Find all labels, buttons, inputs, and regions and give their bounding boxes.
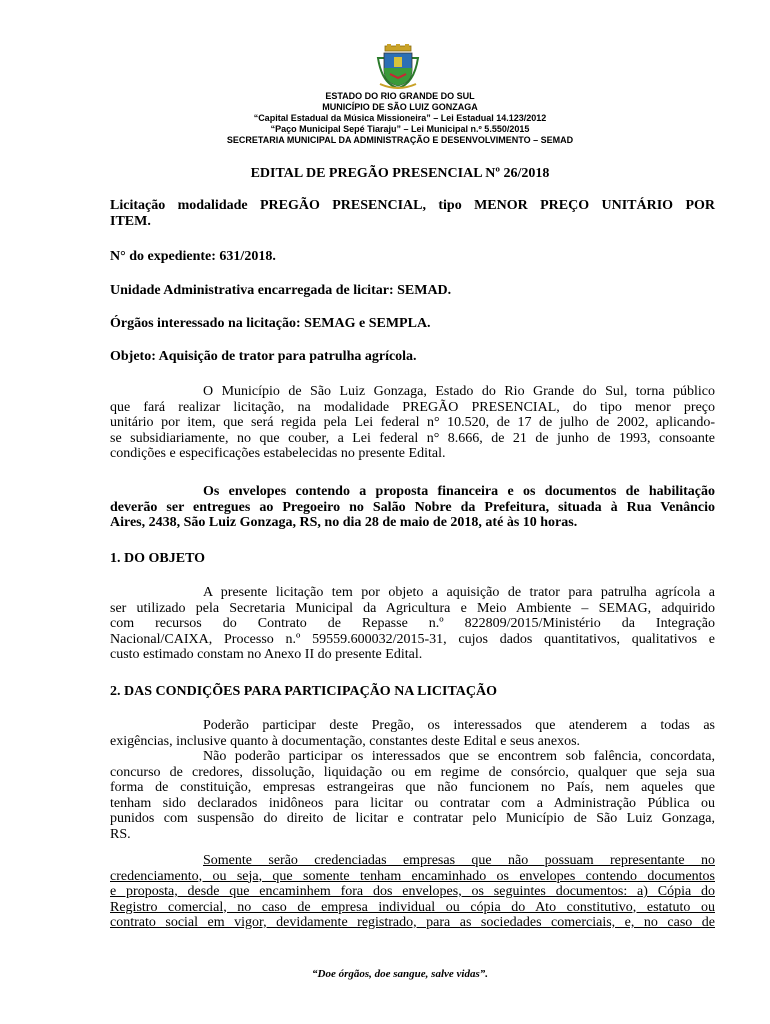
objeto-line: Objeto: Aquisição de trator para patrulha agrícola. — [110, 349, 417, 364]
text-line: ITEM. — [110, 213, 151, 229]
text-line: condições e especificações estabelecidas no presente Edital. — [110, 446, 446, 461]
text-line: com recursos do Contrato de Repasse n.º 822809/2015/Ministério da Integração — [110, 616, 715, 631]
text-line: tenham sido declarados inidôneos para licitar ou contratar com a Administração Pública ou — [110, 795, 715, 811]
text-line: Poderão participar deste Pregão, os interessados que atenderem a todas as — [203, 718, 715, 733]
text-line: exigências, inclusive quanto à documentação, constantes deste Edital e seus anexos. — [110, 733, 581, 749]
licitacao-paragraph — [110, 198, 715, 229]
text-line: deverão ser entregues ao Pregoeiro no Salão Nobre da Prefeitura, situada à Rua Venâncio — [110, 499, 715, 515]
letterhead-capital-law: “Capital Estadual da Música Missioneira” – Lei Estadual 14.123/2012 — [253, 113, 547, 123]
text-line: Licitação modalidade PREGÃO PRESENCIAL, tipo MENOR PREÇO UNITÁRIO POR — [110, 198, 715, 213]
letterhead-municipality: MUNICÍPIO DE SÃO LUIZ GONZAGA — [322, 102, 478, 112]
text-line: A presente licitação tem por objeto a aquisição de trator para patrulha agrícola a — [203, 585, 715, 600]
coat-of-arms-emblem — [376, 44, 420, 90]
expediente-line: N° do expediente: 631/2018. — [110, 249, 276, 264]
text-line: Os envelopes contendo a proposta financeira e os documentos de habilitação — [203, 484, 715, 499]
text-line: Aires, 2438, São Luiz Gonzaga, RS, no dia 28 de maio de 2018, até às 10 horas. — [110, 515, 578, 530]
text-line: Nacional/CAIXA, Processo n.º 59559.600032/2015-31, cujos dados quantitativos, qualitativos e — [110, 631, 715, 647]
letterhead-paco-law: “Paço Municipal Sepé Tiaraju” – Lei Municipal n.º 5.550/2015 — [270, 124, 530, 134]
section-2-paragraph-3 — [110, 853, 715, 931]
unidade-line: Unidade Administrativa encarregada de licitar: SEMAD. — [110, 283, 452, 298]
text-line: credenciamento, ou seja, que somente tenham encaminhado os envelopes contendo documentos — [110, 868, 715, 884]
text-line: se subsidiariamente, no que couber, a Lei federal n° 8.666, de 21 de junho de 1993, consoante — [110, 430, 715, 446]
text-line: que fará realizar licitação, na modalidade PREGÃO PRESENCIAL, do tipo menor preço — [110, 399, 715, 415]
text-line: e proposta, desde que encaminhem fora dos envelopes, os seguintes documentos: a) Cópia do — [110, 884, 715, 899]
text-line: ser utilizado pela Secretaria Municipal da Agricultura e Meio Ambiente – SEMAG, adquirido — [110, 600, 715, 616]
section-2-paragraph-2 — [110, 749, 715, 842]
orgaos-line: Órgãos interessado na licitação: SEMAG e SEMPLA. — [110, 316, 431, 331]
text-line: punidos com suspensão do direito de licitar e contratar pelo Município de São Luiz Gonzaga, — [110, 811, 715, 826]
text-line: concurso de credores, dissolução, liquidação ou em regime de consórcio, qualquer que seja sua — [110, 764, 715, 780]
text-line: contrato social em vigor, devidamente registrado, para as sociedades comerciais, e, no caso de — [110, 915, 715, 930]
section-2-paragraph-1 — [110, 718, 715, 749]
footer-slogan: “Doe órgãos, doe sangue, salve vidas”. — [312, 968, 488, 980]
text-line: Não poderão participar os interessados que se encontrem sob falência, concordata, — [203, 749, 715, 764]
intro-paragraph — [110, 384, 715, 462]
text-line: O Município de São Luiz Gonzaga, Estado do Rio Grande do Sul, torna público — [203, 384, 715, 399]
text-line: Somente serão credenciadas empresas que não possuam representante no — [203, 853, 715, 868]
text-line: unitário por item, que será regida pela Lei federal n° 10.520, de 17 de julho de 2002, aplicando- — [110, 415, 715, 430]
text-line: forma de constituição, empresas estrangeiras que não funcionem no País, nem aqueles que — [110, 780, 715, 795]
text-line: Registro comercial, no caso de empresa individual ou cópia do Ato constitutivo, estatuto ou — [110, 899, 715, 915]
letterhead-secretariat: SECRETARIA MUNICIPAL DA ADMINISTRAÇÃO E DESENVOLVIMENTO – SEMAD — [226, 135, 574, 145]
text-line: custo estimado constam no Anexo II do presente Edital. — [110, 647, 423, 662]
text-line: RS. — [110, 826, 131, 842]
letterhead-state: ESTADO DO RIO GRANDE DO SUL — [325, 91, 475, 101]
section-1-heading: 1. DO OBJETO — [110, 551, 206, 566]
document-title: EDITAL DE PREGÃO PRESENCIAL Nº 26/2018 — [250, 166, 550, 181]
envelopes-paragraph — [110, 484, 715, 531]
letterhead — [150, 91, 650, 146]
section-1-paragraph — [110, 585, 715, 663]
section-2-heading: 2. DAS CONDIÇÕES PARA PARTICIPAÇÃO NA LICITAÇÃO — [110, 684, 498, 699]
